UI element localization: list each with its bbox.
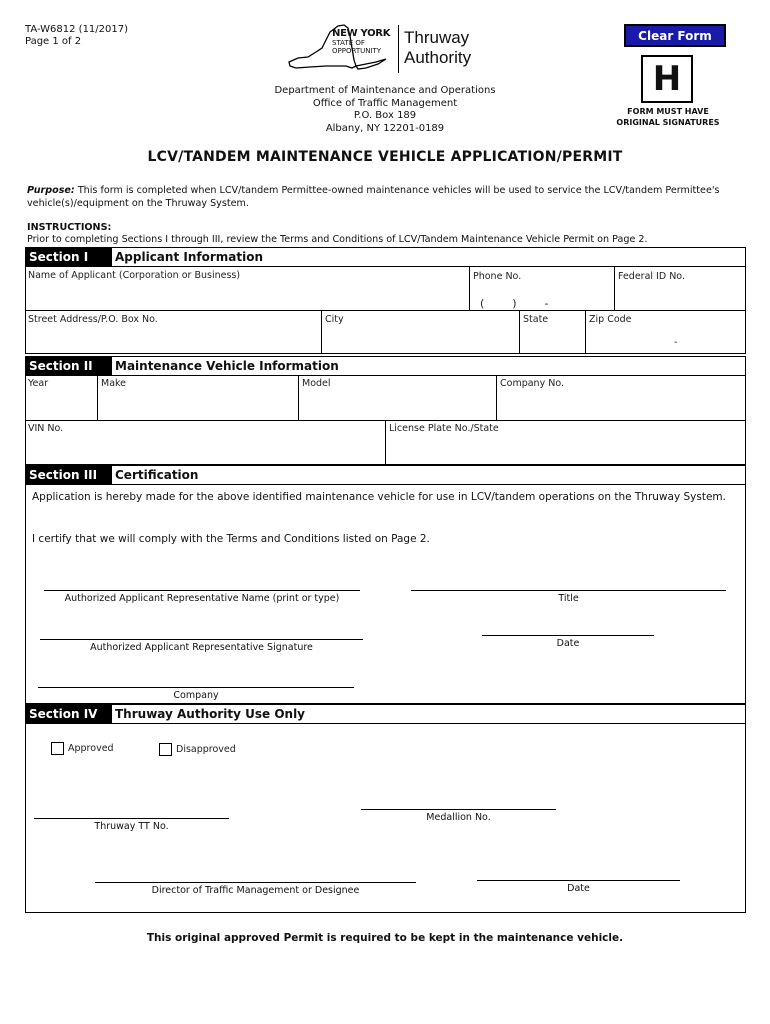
date-line[interactable] [482, 635, 654, 636]
medallion-label: Medallion No. [426, 812, 491, 823]
disapproved-checkbox[interactable] [159, 743, 172, 756]
phone-input[interactable] [471, 283, 616, 309]
rep-signature-line[interactable] [40, 639, 363, 640]
clear-form-button[interactable]: Clear Form [624, 24, 726, 47]
signature-note: FORM MUST HAVE ORIGINAL SIGNATURES [616, 107, 720, 127]
company-label: Company [173, 690, 219, 701]
zip-input[interactable] [587, 327, 748, 353]
company-no-label: Company No. [500, 378, 564, 389]
certify-text: I certify that we will comply with the Terms and Conditions listed on Page 2. [32, 533, 430, 545]
rep-name-label: Authorized Applicant Representative Name (print or type) [64, 593, 340, 604]
make-input[interactable] [99, 391, 300, 419]
make-label: Make [101, 378, 127, 389]
model-input[interactable] [300, 391, 498, 419]
tt-no-line[interactable] [34, 818, 229, 819]
instructions-label: INSTRUCTIONS: [27, 222, 112, 233]
federal-id-label: Federal ID No. [618, 271, 685, 282]
section-4-header: Section IV Thruway Authority Use Only [25, 704, 746, 724]
state-label: State [523, 314, 549, 325]
instructions-text: Prior to completing Sections I through III, review the Terms and Conditions of LCV/Tandem Maintenance Vehicle Permit on Page 2. [27, 234, 648, 245]
plate-label: License Plate No./State [389, 423, 499, 434]
director-date-label: Date [567, 883, 590, 894]
year-input[interactable] [27, 391, 99, 419]
rep-signature-label: Authorized Applicant Representative Signature [90, 642, 313, 653]
director-line[interactable] [95, 882, 416, 883]
applicant-name-input[interactable] [27, 283, 471, 309]
zip-label: Zip Code [589, 314, 632, 325]
section-2-header: Section II Maintenance Vehicle Information [25, 356, 746, 376]
medallion-line[interactable] [361, 809, 556, 810]
zip-dash: - [674, 337, 678, 348]
page-title: LCV/TANDEM MAINTENANCE VEHICLE APPLICATION/PERMIT [147, 149, 623, 165]
purpose-text: Purpose: This form is completed when LCV/tandem Permittee-owned maintenance vehicles will be used to service the LCV/tandem Permittee's vehicle(s)/equipment on the Thruway System. [27, 185, 720, 209]
footer-note: This original approved Permit is required to be kept in the maintenance vehicle. [146, 932, 624, 944]
director-label: Director of Traffic Management or Designee [151, 885, 360, 896]
title-label: Title [558, 593, 579, 604]
disapproved-label: Disapproved [176, 744, 236, 755]
year-label: Year [28, 378, 49, 389]
phone-format: ( ) - [480, 297, 549, 310]
certification-statement: Application is hereby made for the above identified maintenance vehicle for use in LCV/tandem operations on the Thruway System. [32, 491, 726, 503]
rep-name-line[interactable] [44, 590, 360, 591]
section-1-header: Section I Applicant Information [25, 247, 746, 267]
h-form-icon: H [641, 55, 693, 103]
company-line[interactable] [38, 687, 354, 688]
approved-label: Approved [68, 743, 114, 754]
model-label: Model [302, 378, 331, 389]
nys-thruway-logo: NEW YORK STATE OF OPPORTUNITY Thruway Authority [286, 22, 486, 76]
approved-checkbox[interactable] [51, 742, 64, 755]
city-input[interactable] [323, 327, 521, 353]
vin-label: VIN No. [28, 423, 64, 434]
plate-input[interactable] [387, 436, 748, 464]
department-address: Department of Maintenance and Operations Office of Traffic Management P.O. Box 189 Albany, NY 12201-0189 [274, 85, 496, 134]
title-line[interactable] [411, 590, 726, 591]
applicant-name-label: Name of Applicant (Corporation or Business) [28, 270, 241, 281]
section-3-header: Section III Certification [25, 465, 746, 485]
state-input[interactable] [521, 327, 587, 353]
page-number: Page 1 of 2 [25, 36, 82, 47]
company-no-input[interactable] [498, 391, 748, 419]
phone-label: Phone No. [473, 271, 522, 282]
form-id: TA-W6812 (11/2017) [25, 24, 129, 35]
director-date-line[interactable] [477, 880, 680, 881]
vin-input[interactable] [27, 436, 387, 464]
date-label: Date [556, 638, 580, 649]
tt-no-label: Thruway TT No. [94, 821, 169, 832]
street-input[interactable] [27, 327, 323, 353]
federal-id-input[interactable] [616, 283, 748, 309]
street-label: Street Address/P.O. Box No. [28, 314, 158, 325]
city-label: City [325, 314, 344, 325]
